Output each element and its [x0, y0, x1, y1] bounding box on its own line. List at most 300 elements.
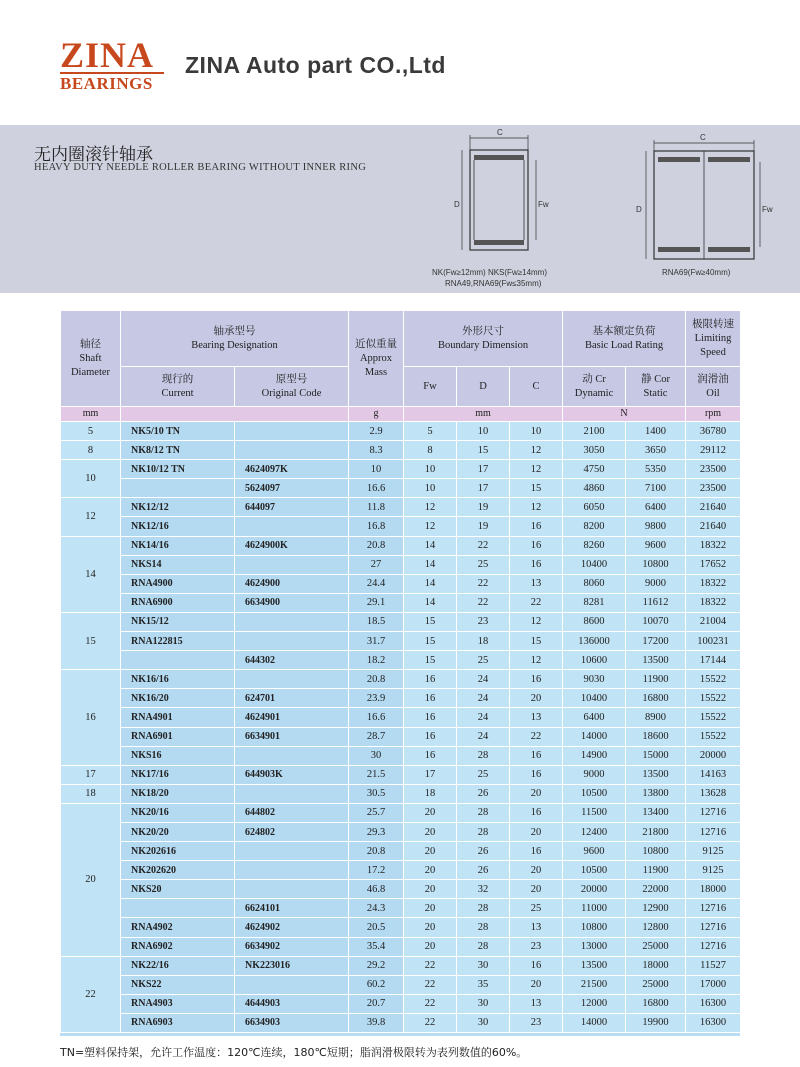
cell-mass: 28.7 [349, 727, 404, 746]
cell-rpm: 12716 [686, 899, 741, 918]
cell-c: 16 [510, 765, 563, 784]
header-speed: 极限转速 Limiting Speed [686, 311, 741, 367]
cell-current: RNA4900 [121, 574, 235, 593]
company-name: ZINA Auto part CO.,Ltd [185, 52, 446, 78]
cell-dynamic: 10500 [563, 784, 626, 803]
cell-original: 6634901 [235, 727, 349, 746]
cell-mass: 30 [349, 746, 404, 765]
cell-fw: 12 [404, 517, 457, 536]
cell-current: NK17/16 [121, 765, 235, 784]
table-row [61, 727, 741, 746]
cell-fw: 22 [404, 1013, 457, 1032]
table-row [61, 746, 741, 765]
logo-top-text: ZINA [60, 35, 155, 75]
table-row [61, 593, 741, 612]
cell-mass: 11.8 [349, 498, 404, 517]
cell-mass: 18.5 [349, 612, 404, 631]
cell-current: NK5/10 TN [121, 422, 235, 441]
table-row [61, 689, 741, 708]
cell-original: 624802 [235, 822, 349, 841]
cell-fw: 10 [404, 460, 457, 479]
table-row [61, 441, 741, 460]
cell-static: 11612 [626, 593, 686, 612]
cell-c: 16 [510, 746, 563, 765]
cell-d: 25 [457, 555, 510, 574]
cell-rpm: 23500 [686, 479, 741, 498]
cell-current: RNA4903 [121, 994, 235, 1013]
cell-c: 20 [510, 822, 563, 841]
cell-c: 12 [510, 498, 563, 517]
cell-mass: 27 [349, 555, 404, 574]
cell-c: 16 [510, 517, 563, 536]
cell-rpm: 15522 [686, 670, 741, 689]
header-mass: 近似重量 Approx Mass [349, 311, 404, 407]
cell-rpm: 9125 [686, 861, 741, 880]
cell-static: 18600 [626, 727, 686, 746]
cell-fw: 22 [404, 975, 457, 994]
unit-speed: rpm [686, 407, 741, 422]
table-row [61, 517, 741, 536]
cell-current: NK15/12 [121, 612, 235, 631]
cell-d: 25 [457, 651, 510, 670]
table-row [61, 861, 741, 880]
cell-d: 26 [457, 861, 510, 880]
unit-shaft: mm [61, 407, 121, 422]
cell-c: 16 [510, 803, 563, 822]
cell-current: RNA4901 [121, 708, 235, 727]
cell-original: 5624097 [235, 479, 349, 498]
cell-d: 18 [457, 632, 510, 651]
cell-rpm: 14163 [686, 765, 741, 784]
cell-dynamic: 9000 [563, 765, 626, 784]
diagram2-label-fw: Fw [762, 205, 773, 214]
cell-d: 24 [457, 670, 510, 689]
cell-dynamic: 8600 [563, 612, 626, 631]
cell-mass: 23.9 [349, 689, 404, 708]
page-header [0, 0, 800, 118]
unit-mass: g [349, 407, 404, 422]
cell-static: 18000 [626, 956, 686, 975]
cell-d: 30 [457, 994, 510, 1013]
cell-c: 23 [510, 1013, 563, 1032]
cell-static: 13500 [626, 765, 686, 784]
cell-rpm: 20000 [686, 746, 741, 765]
cell-static: 5350 [626, 460, 686, 479]
cell-dynamic: 12000 [563, 994, 626, 1013]
cell-fw: 14 [404, 593, 457, 612]
cell-current: NK16/16 [121, 670, 235, 689]
cell-fw: 14 [404, 555, 457, 574]
cell-mass: 2.9 [349, 422, 404, 441]
cell-c: 12 [510, 460, 563, 479]
cell-rpm: 23500 [686, 460, 741, 479]
table-body [61, 422, 741, 1033]
cell-c: 20 [510, 880, 563, 899]
cell-mass: 30.5 [349, 784, 404, 803]
cell-c: 15 [510, 479, 563, 498]
header-current: 现行的 Current [121, 367, 235, 407]
cell-original [235, 670, 349, 689]
diagram2-label-c: C [700, 133, 706, 142]
diagram1-caption-line1: NK(Fw≥12mm) NKS(Fw≥14mm) [432, 268, 548, 277]
cell-rpm: 15522 [686, 708, 741, 727]
header-original: 原型号 Original Code [235, 367, 349, 407]
cell-mass: 46.8 [349, 880, 404, 899]
cell-mass: 29.2 [349, 956, 404, 975]
cell-rpm: 100231 [686, 632, 741, 651]
cell-shaft-diameter: 15 [61, 612, 121, 669]
cell-c: 16 [510, 956, 563, 975]
table-row [61, 460, 741, 479]
cell-fw: 20 [404, 822, 457, 841]
cell-d: 19 [457, 517, 510, 536]
cell-d: 24 [457, 689, 510, 708]
cell-dynamic: 6050 [563, 498, 626, 517]
cell-current [121, 479, 235, 498]
cell-shaft-diameter: 22 [61, 956, 121, 1032]
cell-rpm: 21640 [686, 498, 741, 517]
diagram1-label-fw: Fw [538, 200, 549, 209]
cell-fw: 20 [404, 861, 457, 880]
cell-current [121, 651, 235, 670]
cell-current: NK202620 [121, 861, 235, 880]
cell-mass: 20.7 [349, 994, 404, 1013]
cell-fw: 10 [404, 479, 457, 498]
logo-bottom-text: BEARINGS [60, 72, 164, 94]
cell-dynamic: 20000 [563, 880, 626, 899]
cell-d: 22 [457, 574, 510, 593]
cell-original: 4624902 [235, 918, 349, 937]
cell-current: RNA4902 [121, 918, 235, 937]
cell-c: 25 [510, 899, 563, 918]
cell-fw: 8 [404, 441, 457, 460]
cell-d: 10 [457, 422, 510, 441]
cell-static: 9600 [626, 536, 686, 555]
cell-static: 3650 [626, 441, 686, 460]
cell-c: 12 [510, 441, 563, 460]
cell-current: NK22/16 [121, 956, 235, 975]
header-fw: Fw [404, 367, 457, 407]
bearing-spec-table [60, 310, 741, 1033]
cell-static: 13500 [626, 651, 686, 670]
cell-rpm: 13628 [686, 784, 741, 803]
table-row [61, 880, 741, 899]
cell-dynamic: 3050 [563, 441, 626, 460]
cell-fw: 22 [404, 994, 457, 1013]
cell-static: 10800 [626, 555, 686, 574]
table-row [61, 803, 741, 822]
cell-rpm: 18000 [686, 880, 741, 899]
cell-d: 23 [457, 612, 510, 631]
cell-shaft-diameter: 14 [61, 536, 121, 612]
cell-mass: 20.8 [349, 670, 404, 689]
cell-static: 9000 [626, 574, 686, 593]
cell-c: 13 [510, 708, 563, 727]
cell-dynamic: 14000 [563, 727, 626, 746]
cell-shaft-diameter: 20 [61, 803, 121, 956]
cell-static: 1400 [626, 422, 686, 441]
header-dynamic: 动 Cr Dynamic [563, 367, 626, 407]
header-boundary: 外形尺寸 Boundary Dimension [404, 311, 563, 367]
cell-current: NK12/16 [121, 517, 235, 536]
cell-dynamic: 10600 [563, 651, 626, 670]
cell-d: 22 [457, 536, 510, 555]
cell-d: 26 [457, 842, 510, 861]
cell-original [235, 612, 349, 631]
cell-static: 17200 [626, 632, 686, 651]
cell-d: 35 [457, 975, 510, 994]
cell-rpm: 12716 [686, 822, 741, 841]
cell-original [235, 441, 349, 460]
cell-original: 644302 [235, 651, 349, 670]
table-row [61, 708, 741, 727]
cell-fw: 22 [404, 956, 457, 975]
diagram1-label-c: C [497, 128, 503, 137]
cell-d: 19 [457, 498, 510, 517]
cell-mass: 10 [349, 460, 404, 479]
cell-dynamic: 10400 [563, 689, 626, 708]
cell-d: 30 [457, 1013, 510, 1032]
cell-dynamic: 9030 [563, 670, 626, 689]
cell-dynamic: 8281 [563, 593, 626, 612]
cell-static: 19900 [626, 1013, 686, 1032]
cell-d: 28 [457, 899, 510, 918]
cell-rpm: 18322 [686, 536, 741, 555]
table-row [61, 937, 741, 956]
cell-rpm: 9125 [686, 842, 741, 861]
cell-fw: 16 [404, 670, 457, 689]
cell-mass: 20.5 [349, 918, 404, 937]
cell-static: 7100 [626, 479, 686, 498]
cell-fw: 16 [404, 708, 457, 727]
cell-d: 32 [457, 880, 510, 899]
cell-original: 624701 [235, 689, 349, 708]
cell-rpm: 18322 [686, 574, 741, 593]
unit-load: N [563, 407, 686, 422]
cell-mass: 29.3 [349, 822, 404, 841]
table-row [61, 1013, 741, 1032]
cell-mass: 25.7 [349, 803, 404, 822]
cell-original [235, 746, 349, 765]
cell-static: 15000 [626, 746, 686, 765]
cell-current: NK202616 [121, 842, 235, 861]
table-row [61, 536, 741, 555]
cell-fw: 20 [404, 918, 457, 937]
cell-c: 16 [510, 536, 563, 555]
cell-c: 20 [510, 784, 563, 803]
cell-fw: 20 [404, 899, 457, 918]
cell-shaft-diameter: 5 [61, 422, 121, 441]
cell-current: NK20/20 [121, 822, 235, 841]
bearing-diagram-nk [450, 130, 560, 260]
cell-rpm: 11527 [686, 956, 741, 975]
cell-rpm: 17652 [686, 555, 741, 574]
header-oil: 润滑油 Oil [686, 367, 741, 407]
footnote: TN=塑料保持架，允许工作温度：120℃连续，180℃短期；脂润滑极限转为表列数值的60%。 [60, 1046, 528, 1059]
cell-d: 15 [457, 441, 510, 460]
cell-fw: 16 [404, 727, 457, 746]
table-row [61, 670, 741, 689]
cell-dynamic: 2100 [563, 422, 626, 441]
cell-rpm: 12716 [686, 918, 741, 937]
cell-original [235, 880, 349, 899]
cell-mass: 60.2 [349, 975, 404, 994]
cell-rpm: 16300 [686, 994, 741, 1013]
cell-original [235, 632, 349, 651]
cell-fw: 16 [404, 689, 457, 708]
cell-d: 30 [457, 956, 510, 975]
cell-mass: 16.6 [349, 479, 404, 498]
cell-shaft-diameter: 17 [61, 765, 121, 784]
cell-original: 4624900K [235, 536, 349, 555]
diagram2-label-d: D [636, 205, 642, 214]
cell-dynamic: 11000 [563, 899, 626, 918]
cell-shaft-diameter: 16 [61, 670, 121, 765]
cell-d: 22 [457, 593, 510, 612]
cell-original [235, 975, 349, 994]
cell-dynamic: 6400 [563, 708, 626, 727]
cell-current: RNA122815 [121, 632, 235, 651]
cell-current: NK20/16 [121, 803, 235, 822]
cell-c: 16 [510, 555, 563, 574]
cell-original: 4624901 [235, 708, 349, 727]
cell-d: 28 [457, 746, 510, 765]
cell-original: 6634900 [235, 593, 349, 612]
cell-d: 24 [457, 727, 510, 746]
bearing-diagram-rna69 [640, 135, 770, 265]
cell-current: NK12/12 [121, 498, 235, 517]
cell-c: 16 [510, 842, 563, 861]
cell-current: NK8/12 TN [121, 441, 235, 460]
cell-rpm: 21640 [686, 517, 741, 536]
header-d: D [457, 367, 510, 407]
table-row [61, 899, 741, 918]
cell-static: 10070 [626, 612, 686, 631]
cell-rpm: 16300 [686, 1013, 741, 1032]
cell-shaft-diameter: 8 [61, 441, 121, 460]
cell-dynamic: 10800 [563, 918, 626, 937]
cell-current: RNA6900 [121, 593, 235, 612]
cell-mass: 24.3 [349, 899, 404, 918]
cell-d: 17 [457, 460, 510, 479]
cell-fw: 20 [404, 880, 457, 899]
cell-c: 22 [510, 727, 563, 746]
cell-current: NKS14 [121, 555, 235, 574]
diagram1-label-d: D [454, 200, 460, 209]
cell-dynamic: 4750 [563, 460, 626, 479]
cell-rpm: 12716 [686, 803, 741, 822]
cell-dynamic: 13000 [563, 937, 626, 956]
cell-static: 16800 [626, 994, 686, 1013]
cell-original: NK223016 [235, 956, 349, 975]
cell-static: 13800 [626, 784, 686, 803]
title-english: HEAVY DUTY NEEDLE ROLLER BEARING WITHOUT INNER RING [34, 162, 367, 173]
table-row [61, 765, 741, 784]
cell-dynamic: 14000 [563, 1013, 626, 1032]
cell-original [235, 422, 349, 441]
cell-c: 13 [510, 918, 563, 937]
bearing-spec-table-wrapper [60, 310, 740, 1036]
cell-current: RNA6901 [121, 727, 235, 746]
cell-d: 28 [457, 918, 510, 937]
table-row [61, 956, 741, 975]
cell-original: 644802 [235, 803, 349, 822]
unit-dims: mm [404, 407, 563, 422]
table-row [61, 422, 741, 441]
cell-c: 20 [510, 975, 563, 994]
cell-c: 16 [510, 670, 563, 689]
cell-mass: 21.5 [349, 765, 404, 784]
cell-d: 25 [457, 765, 510, 784]
cell-fw: 12 [404, 498, 457, 517]
cell-static: 16800 [626, 689, 686, 708]
cell-mass: 35.4 [349, 937, 404, 956]
cell-fw: 15 [404, 632, 457, 651]
unit-designation-blank [121, 407, 349, 422]
cell-c: 13 [510, 994, 563, 1013]
cell-original [235, 861, 349, 880]
cell-dynamic: 10500 [563, 861, 626, 880]
cell-c: 10 [510, 422, 563, 441]
cell-static: 9800 [626, 517, 686, 536]
cell-original: 6634903 [235, 1013, 349, 1032]
cell-current [121, 899, 235, 918]
cell-dynamic: 9600 [563, 842, 626, 861]
cell-dynamic: 136000 [563, 632, 626, 651]
diagram2-caption: RNA69(Fw≥40mm) [662, 268, 731, 277]
cell-rpm: 15522 [686, 689, 741, 708]
cell-fw: 15 [404, 612, 457, 631]
table-row [61, 632, 741, 651]
title-chinese: 无内圈滚针轴承 [34, 145, 153, 165]
cell-original: 644903K [235, 765, 349, 784]
cell-mass: 29.1 [349, 593, 404, 612]
cell-c: 20 [510, 689, 563, 708]
cell-c: 15 [510, 632, 563, 651]
cell-static: 25000 [626, 975, 686, 994]
cell-dynamic: 10400 [563, 555, 626, 574]
cell-c: 23 [510, 937, 563, 956]
cell-static: 8900 [626, 708, 686, 727]
cell-original: 4624097K [235, 460, 349, 479]
cell-dynamic: 21500 [563, 975, 626, 994]
cell-fw: 18 [404, 784, 457, 803]
cell-mass: 31.7 [349, 632, 404, 651]
cell-fw: 17 [404, 765, 457, 784]
cell-static: 22000 [626, 880, 686, 899]
cell-fw: 5 [404, 422, 457, 441]
cell-shaft-diameter: 18 [61, 784, 121, 803]
cell-mass: 16.6 [349, 708, 404, 727]
cell-mass: 20.8 [349, 842, 404, 861]
cell-static: 12900 [626, 899, 686, 918]
cell-static: 12800 [626, 918, 686, 937]
cell-static: 21800 [626, 822, 686, 841]
cell-rpm: 12716 [686, 937, 741, 956]
cell-static: 10800 [626, 842, 686, 861]
cell-c: 12 [510, 612, 563, 631]
cell-static: 13400 [626, 803, 686, 822]
cell-current: NK16/20 [121, 689, 235, 708]
cell-fw: 14 [404, 536, 457, 555]
cell-c: 22 [510, 593, 563, 612]
cell-shaft-diameter: 12 [61, 498, 121, 536]
cell-original: 644097 [235, 498, 349, 517]
header-load: 基本额定负荷 Basic Load Rating [563, 311, 686, 367]
table-row [61, 479, 741, 498]
table-row [61, 822, 741, 841]
cell-c: 12 [510, 651, 563, 670]
